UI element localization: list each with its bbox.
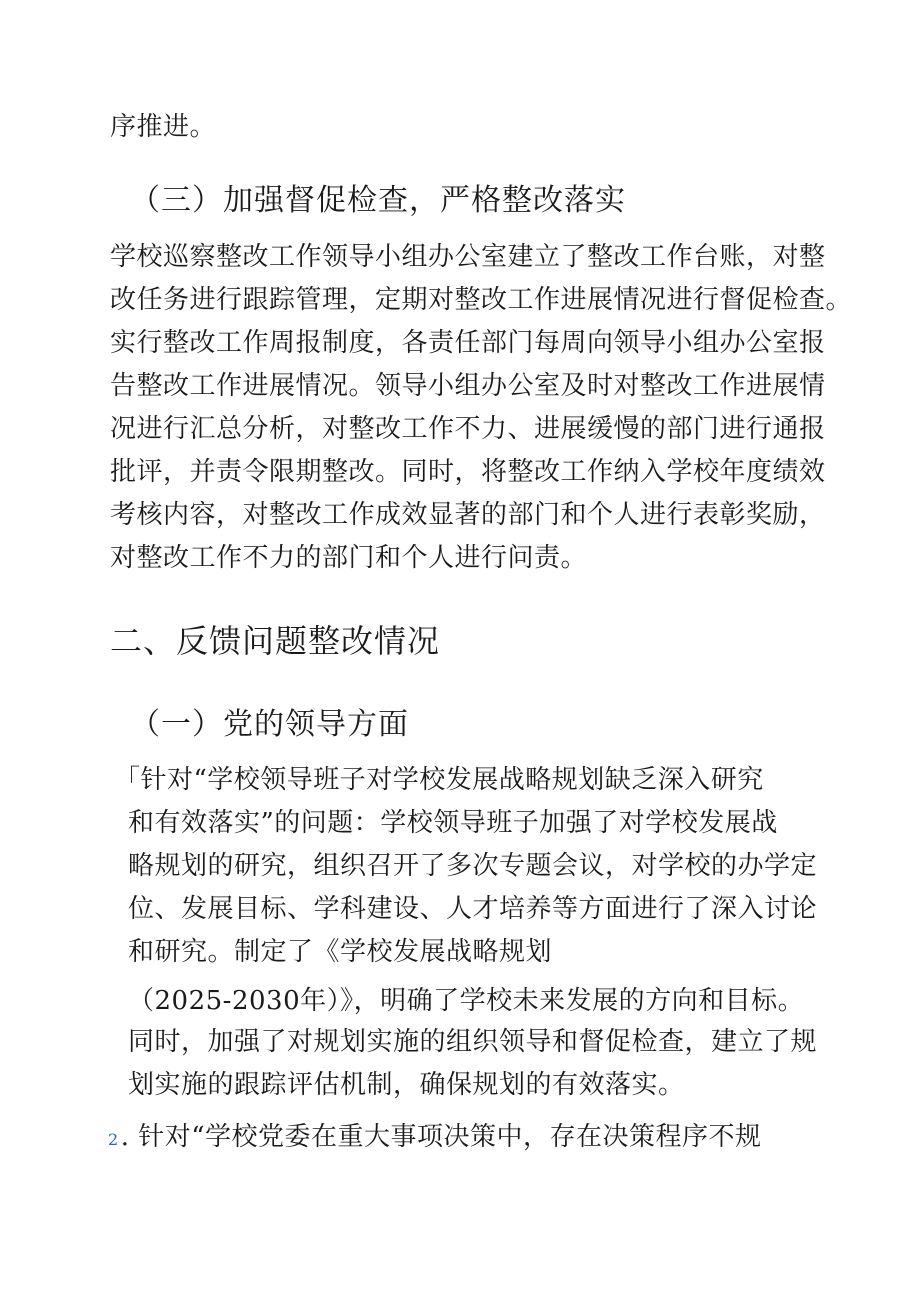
list-item-line: 和研究。制定了《学校发展战略规划 bbox=[128, 937, 553, 967]
list-item-line: （2025-2030年）》，明确了学校未来发展的方向和目标。 bbox=[128, 986, 805, 1016]
paragraph-line: 况进行汇总分析，对整改工作不力、进展缓慢的部门进行通报 bbox=[110, 414, 826, 444]
list-item-line: 略规划的研究，组织召开了多次专题会议，对学校的办学定 bbox=[128, 851, 818, 881]
part-heading-2: 二、反馈问题整改情况 bbox=[110, 622, 441, 660]
paragraph-line: 对整改工作不力的部门和个人进行问责。 bbox=[110, 543, 588, 573]
paragraph-line: 改任务进行跟踪管理，定期对整改工作进展情况进行督促检查。 bbox=[110, 285, 853, 315]
paragraph-line: 考核内容，对整改工作成效显著的部门和个人进行表彰奖励， bbox=[110, 500, 826, 530]
list-item-line: 「针对“学校领导班子对学校发展战略规划缺乏深入研究 bbox=[114, 765, 764, 795]
section-heading-3: （三）加强督促检查，严格整改落实 bbox=[130, 183, 626, 218]
paragraph-line: 学校巡察整改工作领导小组办公室建立了整改工作台账，对整 bbox=[110, 242, 826, 272]
list-item-line bbox=[108, 1120, 762, 1157]
paragraph-line: 实行整改工作周报制度，各责任部门每周向领导小组办公室报 bbox=[110, 328, 826, 358]
list-item-line: 和有效落实”的问题：学校领导班子加强了对学校发展战 bbox=[128, 808, 778, 838]
paragraph-line: 批评，并责令限期整改。同时，将整改工作纳入学校年度绩效 bbox=[110, 457, 826, 487]
list-item-line: 位、发展目标、学科建设、人才培养等方面进行了深入讨论 bbox=[128, 894, 818, 924]
subsection-heading-1: （一）党的领导方面 bbox=[130, 707, 409, 742]
list-number-marker: 2 bbox=[108, 1130, 119, 1149]
list-item-line: 划实施的跟踪评估机制，确保规划的有效落实。 bbox=[128, 1070, 685, 1100]
paragraph-line: 序推进。 bbox=[110, 112, 217, 142]
list-item-line: 同时，加强了对规划实施的组织领导和督促检查，建立了规 bbox=[128, 1027, 818, 1057]
list-item-text: . 针对“学校党委在重大事项决策中，存在决策程序不规 bbox=[120, 1122, 762, 1152]
paragraph-line: 告整改工作进展情况。领导小组办公室及时对整改工作进展情 bbox=[110, 371, 826, 401]
